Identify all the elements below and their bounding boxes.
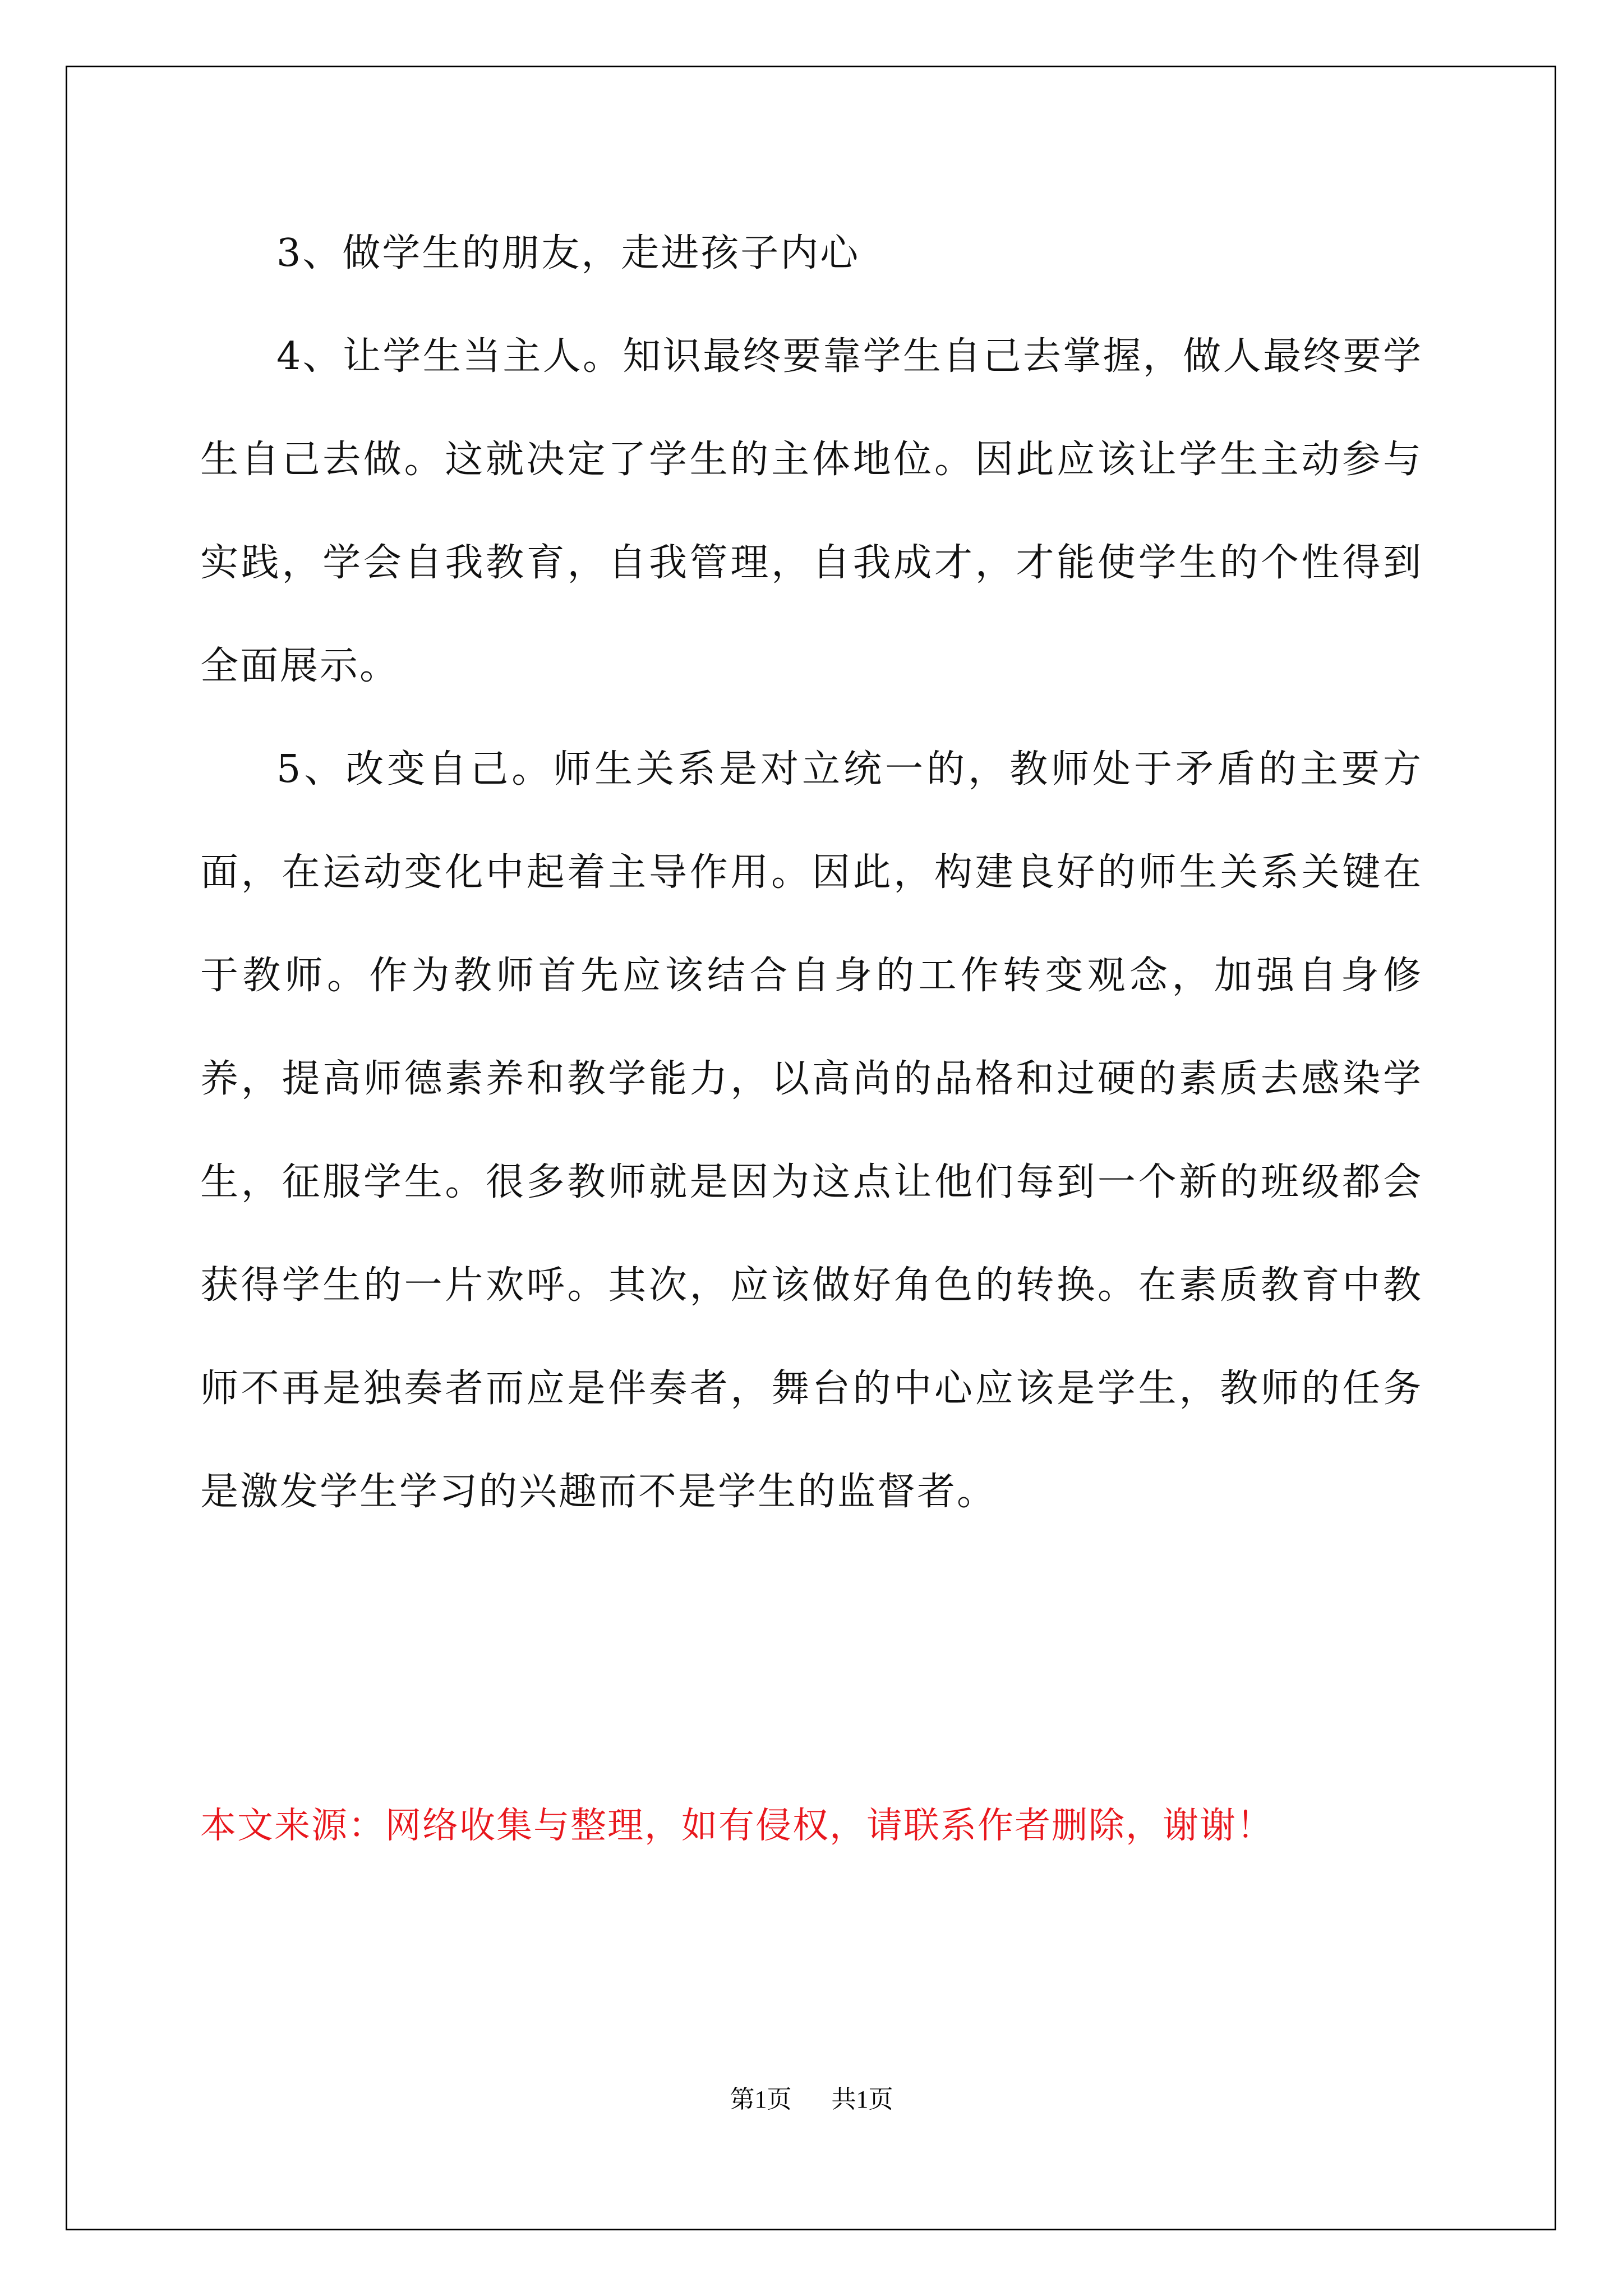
paragraph-4: 4、让学生当主人。知识最终要靠学生自己去掌握，做人最终要学生自己去做。这就决定了学生的主体地位。因此应该让学生主动参与实践，学会自我教育，自我管理，自我成才，才能使学生的个性得到全面展示。: [200, 334, 1423, 688]
page-total: 共1页: [831, 2086, 893, 2113]
paragraph-5: 5、改变自己。师生关系是对立统一的，教师处于矛盾的主要方面，在运动变化中起着主导作用。因此，构建良好的师生关系关键在于教师。作为教师首先应该结合自身的工作转变观念，加强自身修养，提高师德素养和教学能力，以高尚的品格和过硬的素质去感染学生，征服学生。很多教师就是因为这点让他们每到一个新的班级都会获得学生的一片欢呼。其次，应该做好角色的转换。在素质教育中教师不再是独奏者而应是伴奏者，舞台的中心应该是学生，教师的任务是激发学生学习的兴趣而不是学生的监督者。: [200, 747, 1423, 1514]
page-footer: [0, 2084, 1623, 2115]
document-body: [200, 202, 1423, 1544]
page-number: 第1页: [730, 2086, 792, 2113]
source-disclaimer: 本文来源：网络收集与整理，如有侵权，请联系作者删除，谢谢！: [200, 1805, 1274, 1847]
paragraph-3: 3、做学生的朋友，走进孩子内心: [276, 231, 860, 275]
